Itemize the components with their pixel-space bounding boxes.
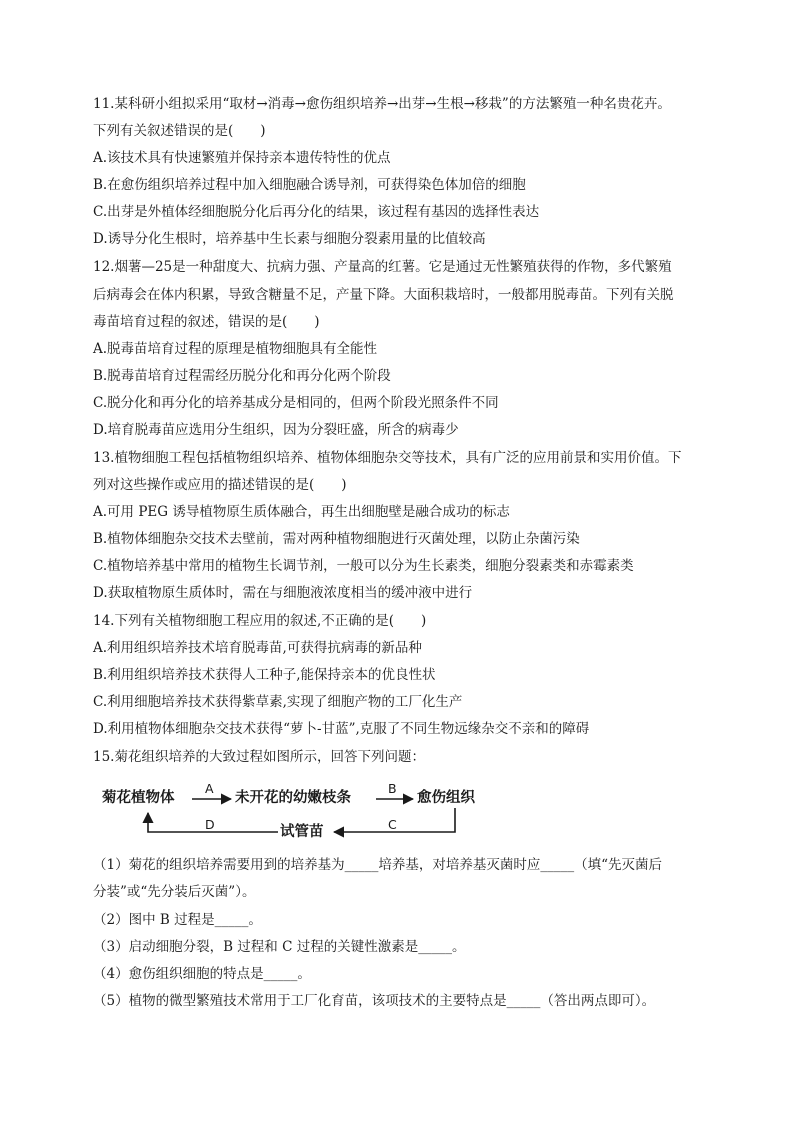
q12-stem-line2: 后病毒会在体内积累，导致含糖量不足，产量下降。大面积栽培时，一般都用脱毒苗。下列有关脱 — [93, 287, 674, 303]
q12-stem-line1: 12.烟薯—25是一种甜度大、抗病力强、产量高的红薯。它是通过无性繁殖获得的作物，多代繁殖 — [93, 259, 672, 275]
edge-label-b: B — [388, 781, 397, 796]
q15-sub1-line1: （1）菊花的组织培养需要用到的培养基为_____培养基，对培养基灭菌时应_____（填“先灭菌后 — [93, 857, 662, 873]
tissue-culture-flow-diagram — [98, 780, 478, 842]
q12-option-a: A.脱毒苗培育过程的原理是植物细胞具有全能性 — [93, 341, 378, 357]
q14-option-c: C.利用细胞培养技术获得紫草素,实现了细胞产物的工厂化生产 — [93, 694, 463, 710]
q13-option-b: B.植物体细胞杂交技术去壁前，需对两种植物细胞进行灭菌处理，以防止杂菌污染 — [93, 531, 580, 547]
q14-option-b: B.利用组织培养技术获得人工种子,能保持亲本的优良性状 — [93, 667, 436, 683]
q12-option-b: B.脱毒苗培育过程需经历脱分化和再分化两个阶段 — [93, 368, 391, 384]
edge-label-c: C — [388, 817, 397, 832]
q15-sub3: （3）启动细胞分裂，B 过程和 C 过程的关键性激素是_____。 — [93, 939, 466, 955]
q14-stem-line1: 14.下列有关植物细胞工程应用的叙述,不正确的是( ) — [93, 613, 427, 629]
node-test-tube-seedling: 试管苗 — [280, 824, 324, 840]
q11-option-a: A.该技术具有快速繁殖并保持亲本遗传特性的优点 — [93, 150, 391, 166]
node-chrysanthemum-plant: 菊花植物体 — [102, 790, 175, 806]
q13-option-c: C.植物培养基中常用的植物生长调节剂，一般可以分为生长素类，细胞分裂素类和赤霉素类 — [93, 558, 634, 574]
q12-option-d: D.培育脱毒苗应选用分生组织，因为分裂旺盛，所含的病毒少 — [93, 422, 459, 438]
q11-stem-line1: 11.某科研小组拟采用“取材→消毒→愈伤组织培养→出芽→生根→移栽”的方法繁殖一种名贵花卉。 — [93, 96, 671, 112]
node-callus: 愈伤组织 — [417, 790, 475, 806]
q11-option-c: C.出芽是外植体经细胞脱分化后再分化的结果，该过程有基因的选择性表达 — [93, 204, 540, 220]
q13-stem-line2: 列对这些操作或应用的描述错误的是( ) — [93, 477, 347, 493]
q11-option-d: D.诱导分化生根时，培养基中生长素与细胞分裂素用量的比值较高 — [93, 231, 486, 247]
q12-stem-line3: 毒苗培育过程的叙述，错误的是( ) — [93, 314, 320, 330]
q15-sub1-line2: 分装”或“先分装后灭菌”）。 — [93, 884, 256, 900]
q11-stem-line2: 下列有关叙述错误的是( ) — [93, 123, 266, 139]
node-young-shoot: 未开花的幼嫩枝条 — [235, 790, 351, 806]
q11-option-b: B.在愈伤组织培养过程中加入细胞融合诱导剂，可获得染色体加倍的细胞 — [93, 177, 526, 193]
q13-stem-line1: 13.植物细胞工程包括植物组织培养、植物体细胞杂交等技术，具有广泛的应用前景和实用价值。下 — [93, 450, 682, 466]
q14-option-d: D.利用植物体细胞杂交技术获得“萝卜-甘蓝”,克服了不同生物远缘杂交不亲和的障碍 — [93, 721, 590, 737]
q15-sub5: （5）植物的微型繁殖技术常用于工厂化育苗，该项技术的主要特点是_____（答出两点即可）。 — [93, 993, 656, 1009]
edge-label-d: D — [205, 817, 215, 832]
q13-option-a: A.可用 PEG 诱导植物原生质体融合，再生出细胞壁是融合成功的标志 — [93, 504, 510, 520]
q13-option-d: D.获取植物原生质体时，需在与细胞液浓度相当的缓冲液中进行 — [93, 585, 473, 601]
q14-option-a: A.利用组织培养技术培育脱毒苗,可获得抗病毒的新品种 — [93, 640, 422, 656]
q15-sub2: （2）图中 B 过程是_____。 — [93, 912, 262, 928]
edge-label-a: A — [205, 781, 214, 796]
q15-sub4: （4）愈伤组织细胞的特点是_____。 — [93, 966, 311, 982]
q12-option-c: C.脱分化和再分化的培养基成分是相同的，但两个阶段光照条件不同 — [93, 395, 499, 411]
q15-stem-line1: 15.菊花组织培养的大致过程如图所示，回答下列问题： — [93, 749, 425, 765]
